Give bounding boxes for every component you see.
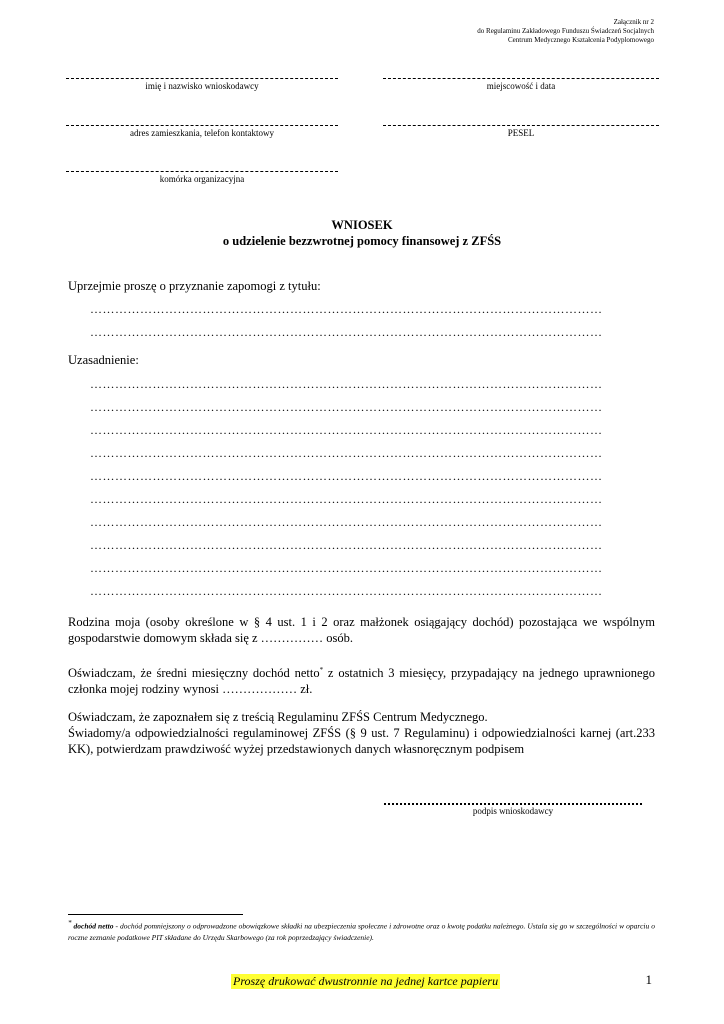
- pesel-field-label: PESEL: [507, 128, 535, 138]
- request-line[interactable]: ……………………………………………………………………………………………………………: [90, 302, 603, 316]
- justification-line[interactable]: ……………………………………………………………………………………………………………: [90, 446, 603, 460]
- place-date-field-label: miejscowość i data: [486, 81, 556, 91]
- unit-field-label: komórka organizacyjna: [159, 174, 245, 184]
- footnote-mark: *: [68, 919, 72, 927]
- unit-field-line[interactable]: [66, 171, 338, 172]
- pesel-field-line[interactable]: [383, 125, 659, 126]
- income-paragraph: [68, 662, 655, 697]
- family-paragraph: Rodzina moja (osoby określone w § 4 ust. 1 i 2 oraz małżonek osiągający dochód) pozostająca we wspólnym gospodarstwie domowym składa się z …………… osób.: [68, 615, 655, 645]
- justification-label: Uzasadnienie:: [68, 353, 139, 367]
- attachment-header: [477, 18, 654, 45]
- print-note: Proszę drukować dwustronnie na jednej kartce papieru: [233, 974, 499, 988]
- justification-line[interactable]: ……………………………………………………………………………………………………………: [90, 469, 603, 483]
- address-field-line[interactable]: [66, 125, 338, 126]
- attachment-line-1: Załącznik nr 2: [613, 18, 654, 26]
- signature-line[interactable]: [384, 803, 642, 805]
- address-field-label: adres zamieszkania, telefon kontaktowy: [130, 128, 274, 138]
- justification-line[interactable]: ……………………………………………………………………………………………………………: [90, 515, 603, 529]
- name-field-line[interactable]: [66, 78, 338, 79]
- justification-line[interactable]: ……………………………………………………………………………………………………………: [90, 538, 603, 552]
- footnote-mark: *: [319, 666, 324, 674]
- declaration-paragraph: [68, 709, 655, 757]
- attachment-line-2: do Regulaminu Zakładowego Funduszu Świadczeń Socjalnych: [477, 27, 654, 35]
- signature-label: podpis wnioskodawcy: [472, 806, 554, 816]
- attachment-line-3: Centrum Medycznego Kształcenia Podyplomowego: [508, 36, 654, 44]
- place-date-field-line[interactable]: [383, 78, 659, 79]
- footnote-separator: [68, 914, 243, 915]
- income-text-part-2: z ostatnich 3 miesięcy, przypadający na jednego uprawnionego członka mojej rodziny wynosi ……………… zł.: [68, 666, 656, 697]
- justification-line[interactable]: ……………………………………………………………………………………………………………: [90, 492, 603, 506]
- justification-line[interactable]: ……………………………………………………………………………………………………………: [90, 400, 603, 414]
- justification-line[interactable]: ……………………………………………………………………………………………………………: [90, 584, 603, 598]
- justification-line[interactable]: ……………………………………………………………………………………………………………: [90, 377, 603, 391]
- request-intro: Uprzejmie proszę o przyznanie zapomogi z tytułu:: [68, 279, 321, 293]
- declaration-line-1: Oświadczam, że zapoznałem się z treścią Regulaminu ZFŚS Centrum Medycznego.: [68, 710, 488, 724]
- title-line-1: WNIOSEK: [331, 218, 393, 232]
- request-line[interactable]: ……………………………………………………………………………………………………………: [90, 325, 603, 339]
- page-number: 1: [645, 972, 652, 987]
- footnote: [68, 918, 655, 943]
- justification-line[interactable]: ……………………………………………………………………………………………………………: [90, 423, 603, 437]
- document-title: [0, 217, 724, 249]
- footnote-term: dochód netto: [73, 921, 114, 931]
- footnote-text: - dochód pomniejszony o odprowadzone obowiązkowe składki na ubezpieczenia społeczne i zdrowotne oraz o kwotę podatku należnego. Ustala się go w szczególności w oparciu o roczne zeznanie podatkowe PIT składane do Urzędu Skarbowego (za rok poprzedzający świadczenie).: [68, 921, 656, 942]
- justification-line[interactable]: ……………………………………………………………………………………………………………: [90, 561, 603, 575]
- income-text-part-1: Oświadczam, że średni miesięczny dochód netto: [68, 666, 320, 681]
- declaration-line-2: Świadomy/a odpowiedzialności regulaminowej ZFŚS (§ 9 ust. 7 Regulaminu) i odpowiedzialności karnej (art.233 KK), potwierdzam prawdziwość wyżej przedstawionych danych własnoręcznym podpisem: [68, 726, 655, 756]
- name-field-label: imię i nazwisko wnioskodawcy: [145, 81, 259, 91]
- title-line-2: o udzielenie bezzwrotnej pomocy finansowej z ZFŚS: [222, 234, 502, 248]
